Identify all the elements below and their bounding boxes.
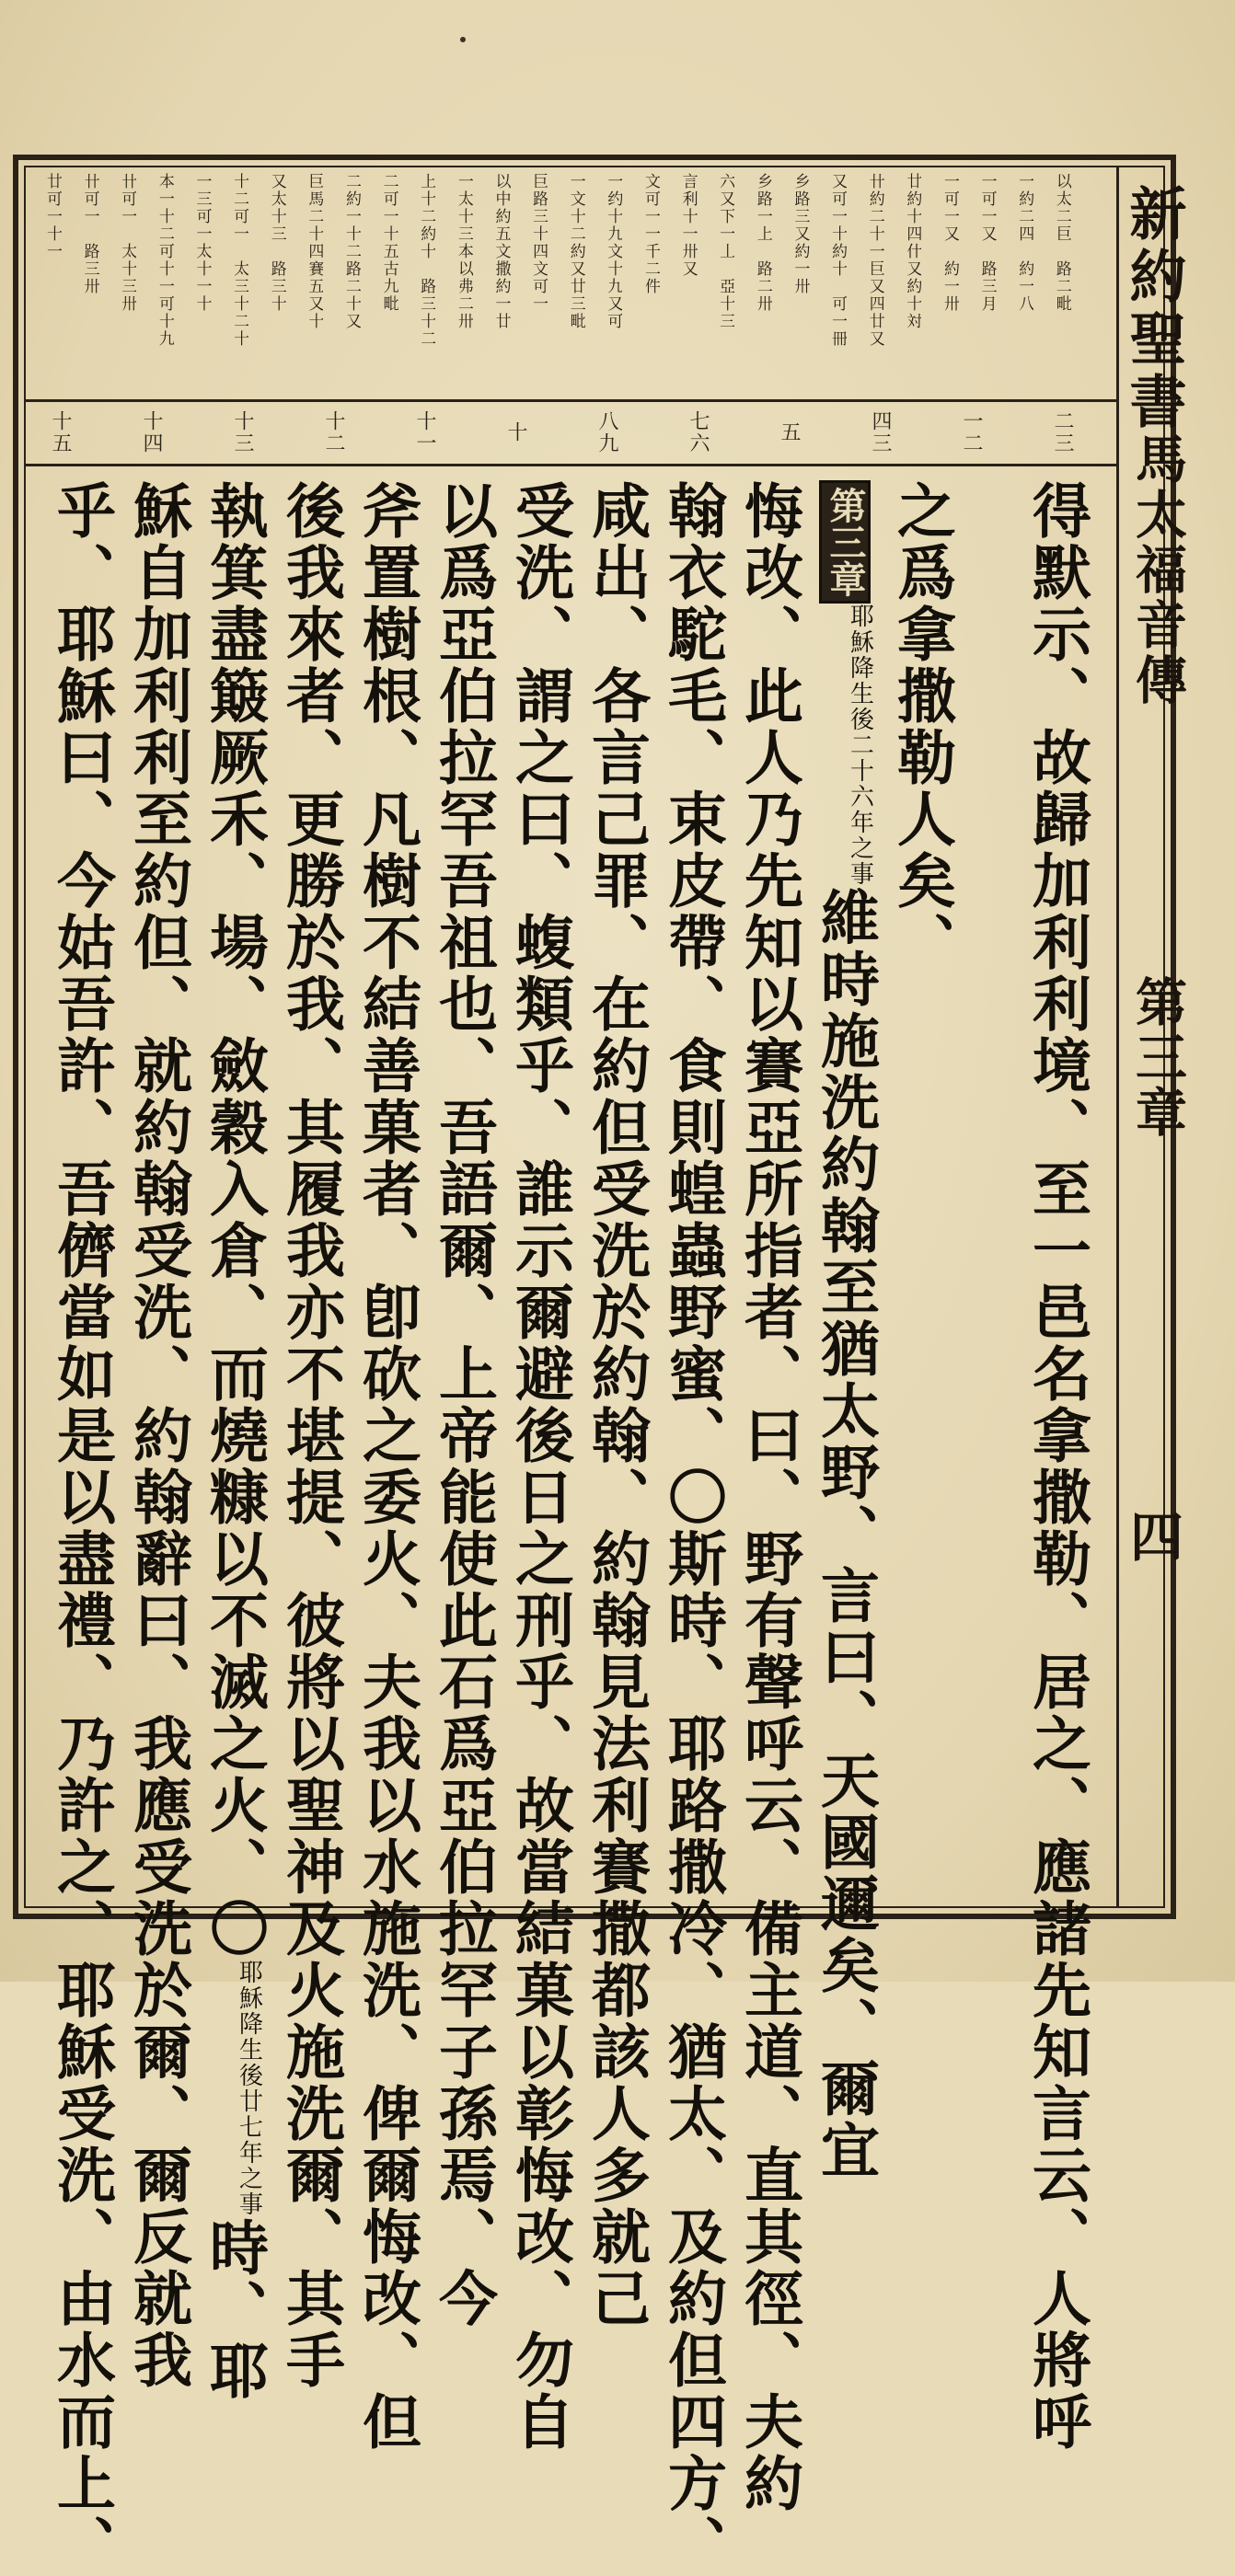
body-line: 之爲拿撒勒人矣、 <box>887 480 956 973</box>
note-column: 一可一又 約一卅 <box>941 173 959 313</box>
note-column: 廿約十四什又約十対 <box>903 173 922 330</box>
body-line: 咸出、各言己罪、在約但受洗於約翰、約翰見法利賽撒都該人多就己 <box>582 480 651 2329</box>
body-line: 翰衣駝毛、束皮帶、食則蝗蟲野蜜、〇斯時、耶路撒冷、猶太、及約但四方、 <box>658 480 727 2576</box>
cross-reference-notes <box>37 173 1077 399</box>
note-column: 二約一十二路二十又 <box>342 173 361 330</box>
note-column: 十二可一 太三十二十 <box>230 173 249 348</box>
body-line-with-note <box>196 480 272 2402</box>
gospel-title: 馬太福音傳 <box>1127 432 1188 708</box>
verse-index: 四三 <box>869 410 892 454</box>
note-column: 巨馬二十四賽五又十 <box>305 173 324 330</box>
verse-index: 七六 <box>687 410 710 454</box>
verse-index: 十一 <box>413 410 436 454</box>
verse-index: 十 <box>504 421 527 443</box>
note-column: 上十二約十 路三十二 <box>417 173 436 348</box>
note-column: 卄約二十一巨又四廿又 <box>865 173 884 348</box>
print-speck <box>460 37 466 42</box>
era-note: 耶穌降生後廿七年之事 <box>235 1960 263 2217</box>
note-column: 一太十三本以弗二卅 <box>454 173 473 330</box>
body-line-tail: 時、耶 <box>200 2217 269 2402</box>
note-column: 又太十三 路三十 <box>267 173 286 313</box>
note-column: 言利十一卅又 <box>678 173 698 278</box>
body-line: 受洗、謂之曰、蝮類乎、誰示爾避後日之刑乎、故當結菓以彰悔改、勿自 <box>505 480 574 2453</box>
body-line: 斧置樹根、凡樹不結善菓者、卽砍之委火、夫我以水施洗、俾爾悔改、但 <box>352 480 421 2453</box>
body-line-head: 執箕盡簸厥禾、場、斂穀入倉、而燒糠以不滅之火、〇 <box>200 480 269 1960</box>
verse-index-band <box>46 405 1077 460</box>
note-column: 文可一一千二件 <box>641 173 660 295</box>
body-line-section-start <box>807 480 883 2181</box>
body-line: 得默示、故歸加利利境、至一邑名拿撒勒、居之、應諸先知言云、人將呼 <box>1022 480 1091 2453</box>
note-column: 廿可一十一 <box>43 173 62 260</box>
verse-index: 十五 <box>49 410 72 454</box>
note-column: 一文十二約又廿三毗 <box>566 173 585 330</box>
note-column: 又可一十約十 可一冊 <box>828 173 848 348</box>
notes-divider-rule <box>24 399 1119 402</box>
body-line-tail: 維時施洗約翰至猶太野、言曰、天國邇矣、爾宜 <box>811 887 880 2181</box>
verse-index: 一二 <box>960 410 983 454</box>
note-column: 本一十二可十一可十九 <box>155 173 174 348</box>
verse-index: 十三 <box>231 410 254 454</box>
note-column: 一約二四 約一八 <box>1015 173 1034 313</box>
verse-index: 二三 <box>1051 410 1074 454</box>
chapter-section-label: 第三章 <box>819 480 871 604</box>
body-line: 悔改、此人乃先知以賽亞所指者、曰、野有聲呼云、備主道、直其徑、夫約 <box>734 480 803 2514</box>
note-column: 六又下一丄 亞十三 <box>716 173 735 330</box>
note-column: 乡路一上 路二卅 <box>753 173 772 313</box>
note-column: 以中約五文撒約一廿 <box>491 173 511 330</box>
note-column: 以太二巨 路二毗 <box>1052 173 1071 313</box>
body-line: 以爲亞伯拉罕吾祖也、吾語爾、上帝能使此石爲亞伯拉罕子孫焉、今 <box>429 480 498 2329</box>
chapter-title: 第三章 <box>1127 975 1188 1141</box>
verse-index: 十二 <box>322 410 345 454</box>
book-title: 新約聖書 <box>1120 184 1187 434</box>
note-column: 卄可一 路三卅 <box>80 173 99 295</box>
note-column: 巨路三十四文可一 <box>529 173 548 313</box>
scripture-body <box>47 480 1095 2576</box>
body-line: 穌自加利利至約但、就約翰受洗、約翰辭曰、我應受洗於爾、爾反就我 <box>123 480 192 2391</box>
note-column: 二可一十五古九毗 <box>379 173 398 313</box>
note-column: 一可一又 路三月 <box>977 173 997 313</box>
index-divider-rule <box>24 464 1119 466</box>
note-column: 一三可一太十一十 <box>192 173 212 313</box>
note-column: 卄可一 太十三卅 <box>118 173 137 313</box>
note-column: 乡路三又約一卅 <box>791 173 810 295</box>
note-column: 一约十九文十九又可 <box>604 173 623 330</box>
verse-index: 八九 <box>595 410 618 454</box>
verse-index: 十四 <box>140 410 163 454</box>
page-number: 四 <box>1121 1509 1183 1562</box>
body-line: 乎、耶穌曰、今姑吾許、吾儕當如是以盡禮、乃許之、耶穌受洗、由水而上、 <box>47 480 116 2576</box>
verse-index: 五 <box>778 421 801 443</box>
era-note: 耶穌降生後二十六年之事 <box>846 604 874 887</box>
body-line: 後我來者、更勝於我、其履我亦不堪提、彼將以聖神及火施洗爾、其手 <box>276 480 345 2391</box>
